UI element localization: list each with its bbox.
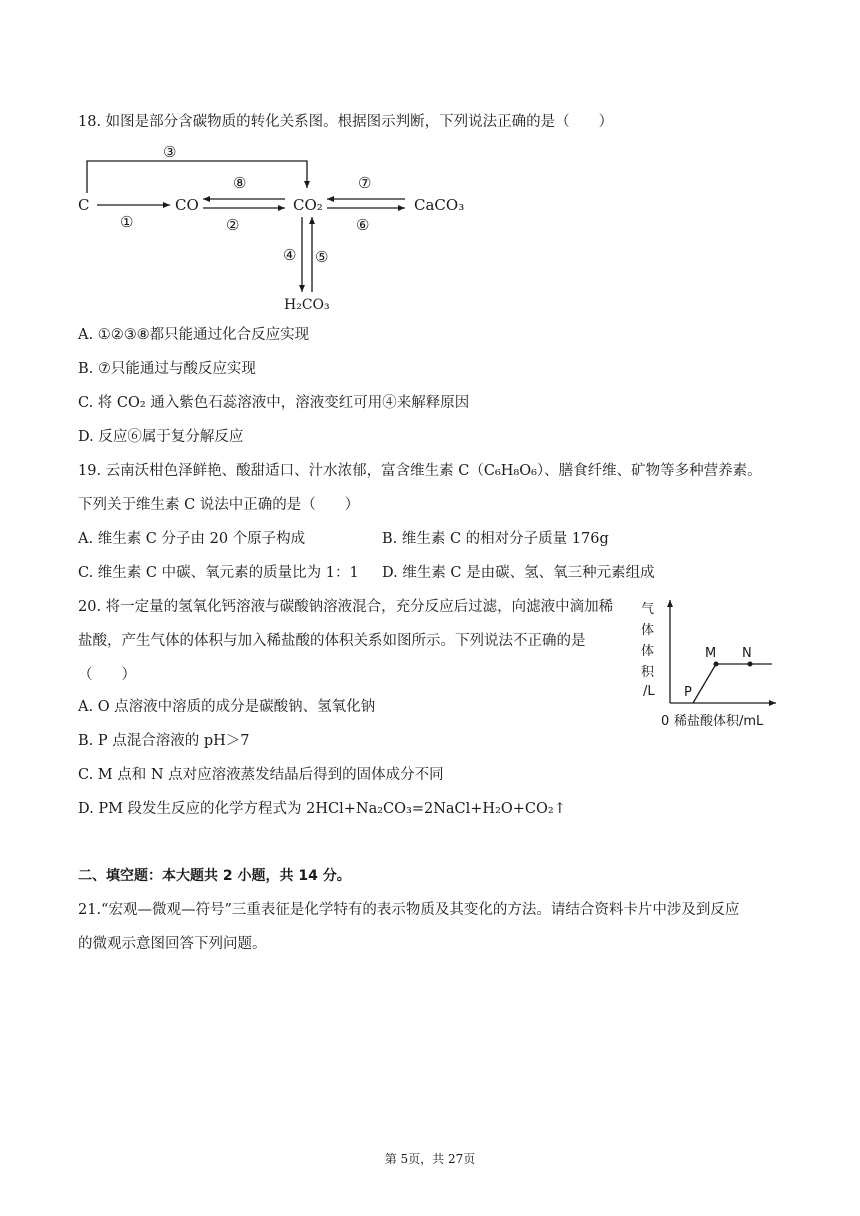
q20-option-b: B. P 点混合溶液的 pH＞7: [78, 733, 250, 749]
node-co: CO: [175, 196, 199, 214]
q20-stem-line3: （ ）: [78, 667, 136, 683]
label-6: ⑥: [356, 216, 370, 234]
label-m: M: [705, 646, 717, 661]
label-3: ③: [163, 143, 177, 161]
section-heading: 二、填空题：本大题共 2 小题，共 14 分。: [78, 868, 351, 884]
q19-option-d: D. 维生素 C 是由碳、氢、氧三种元素组成: [382, 565, 655, 581]
page-footer: 第 5页，共 27页: [384, 1152, 476, 1166]
q19-option-a: A. 维生素 C 分子由 20 个原子构成: [78, 531, 306, 547]
gas-volume-graph: [636, 594, 806, 734]
label-2: ②: [226, 216, 240, 234]
carbon-conversion-diagram: [0, 138, 860, 328]
q21-line2: 的微观示意图回答下列问题。: [78, 936, 267, 952]
point-m: [714, 662, 719, 667]
q19-option-b: B. 维生素 C 的相对分子质量 176g: [382, 531, 609, 547]
label-8: ⑧: [233, 174, 247, 192]
q19-option-c: C. 维生素 C 中碳、氧元素的质量比为 1：1: [78, 565, 359, 581]
q21-line1: 21.“宏观—微观—符号”三重表征是化学特有的表示物质及其变化的方法。请结合资料卡片中涉及到反应: [78, 902, 740, 918]
q20-option-a: A. O 点溶液中溶质的成分是碳酸钠、氢氧化钠: [78, 699, 376, 715]
y-axis-label-5: /L: [643, 684, 655, 699]
x-axis-label: 稀盐酸体积/mL: [674, 714, 764, 729]
y-axis-label-1: 气: [641, 602, 655, 617]
point-n: [748, 662, 753, 667]
node-h2co3: H₂CO₃: [284, 297, 330, 313]
q20-option-c: C. M 点和 N 点对应溶液蒸发结晶后得到的固体成分不同: [78, 767, 444, 783]
label-7: ⑦: [358, 174, 372, 192]
q18-option-a: A. ①②③⑧都只能通过化合反应实现: [78, 327, 310, 343]
q20-stem-line1: 20. 将一定量的氢氧化钙溶液与碳酸钠溶液混合，充分反应后过滤，向滤液中滴加稀: [78, 599, 614, 615]
node-c: C: [78, 196, 90, 214]
label-4: ④: [283, 246, 297, 264]
arrow-3: [87, 161, 307, 193]
y-axis-label-3: 体: [641, 644, 655, 659]
origin-label: 0: [661, 714, 670, 729]
node-caco3: CaCO₃: [414, 196, 465, 214]
node-co2: CO₂: [293, 196, 323, 214]
q18-option-d: D. 反应⑥属于复分解反应: [78, 429, 244, 445]
q18-option-b: B. ⑦只能通过与酸反应实现: [78, 361, 256, 377]
gas-volume-line: [693, 664, 772, 703]
y-axis-label-2: 体: [641, 623, 655, 638]
q19-stem-line2: 下列关于维生素 C 说法中正确的是（ ）: [78, 497, 360, 513]
q19-stem-line1: 19. 云南沃柑色泽鲜艳、酸甜适口、汁水浓郁，富含维生素 C（C₆H₈O₆）、膳食纤维、矿物等多种营养素。: [78, 463, 762, 479]
q20-option-d: D. PM 段发生反应的化学方程式为 2HCl+Na₂CO₃=2NaCl+H₂O+CO₂↑: [78, 801, 566, 817]
label-n: N: [742, 646, 752, 661]
label-1: ①: [120, 213, 134, 231]
q18-option-c: C. 将 CO₂ 通入紫色石蕊溶液中，溶液变红可用④来解释原因: [78, 395, 470, 411]
y-axis-label-4: 积: [641, 665, 655, 680]
label-p: P: [684, 685, 692, 700]
q20-stem-line2: 盐酸，产生气体的体积与加入稀盐酸的体积关系如图所示。下列说法不正确的是: [78, 633, 586, 649]
label-5: ⑤: [315, 248, 329, 266]
q18-stem: 18. 如图是部分含碳物质的转化关系图。根据图示判断，下列说法正确的是（ ）: [78, 114, 614, 130]
